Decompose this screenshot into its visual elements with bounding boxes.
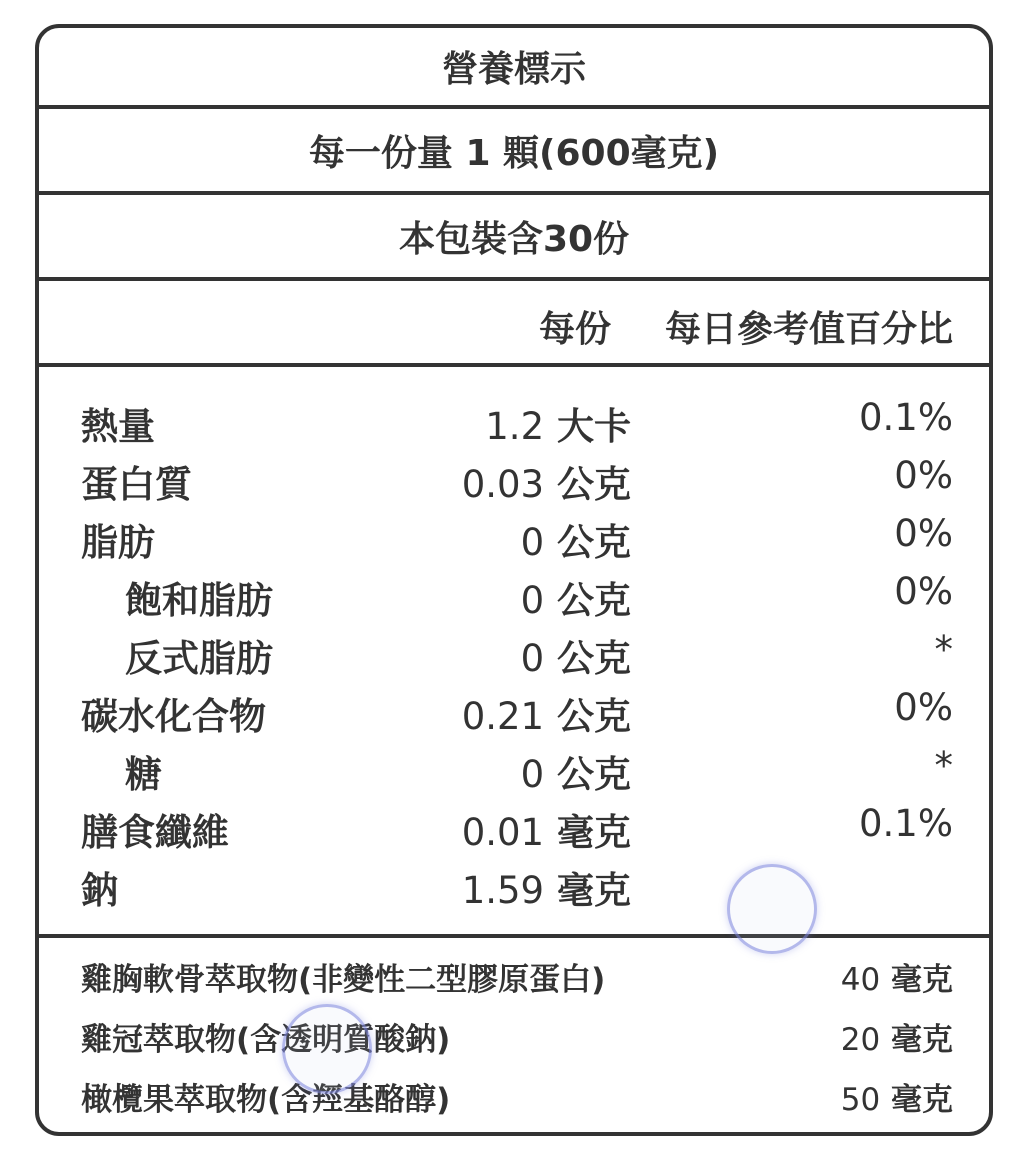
nutrient-row: [39, 508, 989, 566]
nutrient-row: [39, 392, 989, 450]
daily-value-header: 每日參考值百分比: [664, 309, 953, 350]
extract-row: [39, 1010, 989, 1066]
nutrient-value: 0: [520, 753, 545, 796]
divider: [39, 363, 989, 367]
nutrient-daily-value: 0.1%: [859, 396, 953, 439]
nutrient-value: 0.03: [461, 463, 545, 506]
serving-size: 每一份量 1 顆(600毫克): [308, 132, 720, 174]
nutrient-name: 反式脂肪: [125, 637, 273, 680]
nutrient-daily-value: *: [934, 628, 953, 671]
nutrient-value: 0: [520, 521, 545, 564]
nutrient-unit: 公克: [557, 637, 631, 680]
nutrient-unit: 公克: [557, 695, 631, 738]
extract-amount: [841, 1014, 953, 1059]
nutrient-value: 1.2: [485, 405, 545, 448]
nutrient-amount: [521, 628, 631, 682]
extract-unit: 毫克: [891, 1022, 953, 1058]
extract-amount: [841, 954, 953, 999]
nutrient-name: 糖: [125, 753, 162, 796]
nutrient-value: 0.21: [461, 695, 545, 738]
nutrient-name: 蛋白質: [81, 463, 192, 506]
nutrient-daily-value: 0.1%: [859, 802, 953, 845]
nutrient-daily-value: 0%: [894, 686, 953, 729]
nutrient-name: 脂肪: [81, 521, 155, 564]
nutrient-amount: [521, 570, 631, 624]
nutrient-daily-value: 0%: [894, 454, 953, 497]
nutrient-value: 1.59: [461, 869, 545, 912]
servings-per-package: 本包裝含30份: [398, 218, 630, 260]
extract-row: [39, 1070, 989, 1126]
nutrient-name: 熱量: [81, 405, 155, 448]
nutrient-name: 鈉: [81, 869, 118, 912]
nutrient-value: 0: [520, 579, 545, 622]
nutrient-name: 膳食纖維: [81, 811, 229, 854]
extract-row: [39, 950, 989, 1006]
nutrient-unit: 毫克: [557, 811, 631, 854]
nutrient-unit: 毫克: [557, 869, 631, 912]
extract-unit: 毫克: [891, 962, 953, 998]
extract-unit: 毫克: [891, 1082, 953, 1118]
extract-name: 雞胸軟骨萃取物(非變性二型膠原蛋白): [81, 962, 606, 998]
label-title: 營養標示: [441, 49, 586, 90]
extract-value: 20: [840, 1022, 881, 1058]
nutrient-name: 飽和脂肪: [125, 579, 273, 622]
nutrient-row: [39, 566, 989, 624]
extract-value: 50: [840, 1082, 881, 1118]
nutrient-unit: 大卡: [557, 405, 631, 448]
column-headers: [39, 281, 989, 363]
nutrient-daily-value: 0%: [894, 570, 953, 613]
nutrient-amount: [485, 396, 631, 450]
nutrient-unit: 公克: [557, 521, 631, 564]
nutrient-name: 碳水化合物: [81, 695, 266, 738]
nutrient-row: [39, 624, 989, 682]
per-serving-header: 每份: [538, 309, 611, 350]
nutrient-unit: 公克: [557, 463, 631, 506]
nutrient-value: 0.01: [461, 811, 545, 854]
nutrient-value: 0: [520, 637, 545, 680]
extract-value: 40: [840, 962, 881, 998]
nutrient-row: [39, 798, 989, 856]
nutrient-amount: [462, 454, 631, 508]
nutrient-amount: [462, 686, 631, 740]
nutrient-amount: [521, 512, 631, 566]
nutrient-daily-value: 0%: [894, 512, 953, 555]
nutrient-row: [39, 450, 989, 508]
extract-amount: [841, 1074, 953, 1119]
nutrient-unit: 公克: [557, 753, 631, 796]
nutrient-unit: 公克: [557, 579, 631, 622]
extract-name: 雞冠萃取物(含透明質酸鈉): [81, 1022, 451, 1058]
extract-name: 橄欖果萃取物(含羥基酪醇): [81, 1082, 451, 1118]
nutrient-amount: [521, 744, 631, 798]
divider: [39, 934, 989, 938]
touch-indicator: [727, 864, 817, 954]
nutrition-label: [35, 24, 993, 1136]
nutrient-row: [39, 856, 989, 914]
touch-indicator: [282, 1004, 372, 1094]
nutrient-row: [39, 740, 989, 798]
nutrient-row: [39, 682, 989, 740]
nutrient-amount: [462, 802, 631, 856]
nutrient-daily-value: *: [934, 744, 953, 787]
nutrient-amount: [462, 860, 631, 914]
